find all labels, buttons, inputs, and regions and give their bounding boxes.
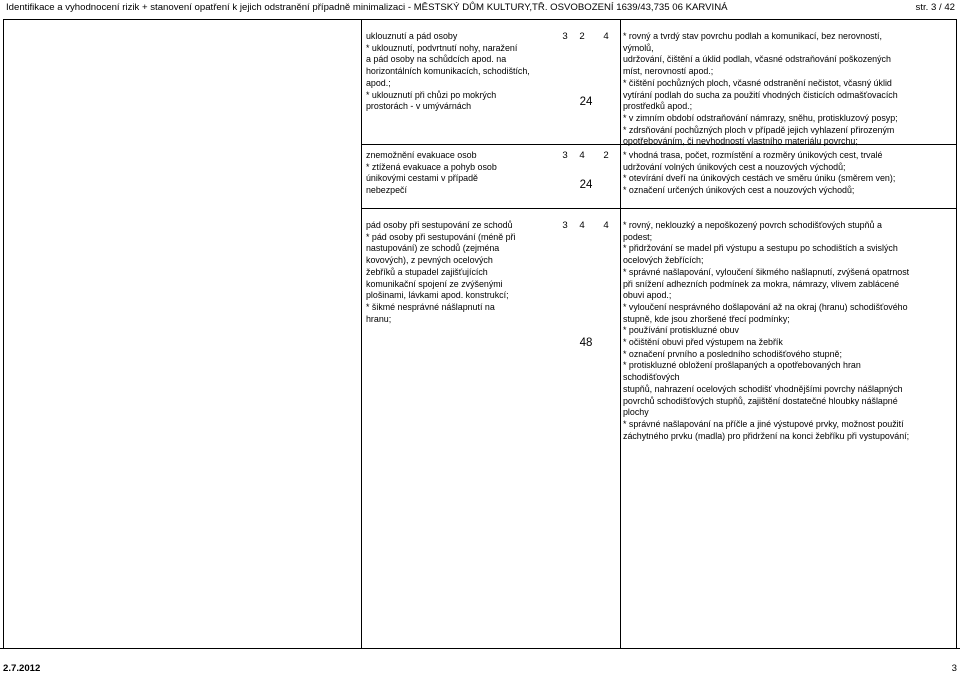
measure-line: * označení prvního a posledního schodišťového stupně; [623,348,842,359]
rating-p: 3 [562,31,568,42]
rating-p: 3 [562,220,568,231]
measure-line: obuvi apod.; [623,290,672,301]
measure-line: * správné našlapování, vyloučení šikmého našlapnutí, zvýšená opatrnost [623,266,910,277]
measure-line: stupňů, nahrazení ocelových schodišť vhodnějšími povrchy nášlapných [623,383,903,394]
hazard-line: znemožnění evakuace osob [366,150,477,160]
hazard-description [366,220,515,325]
rating-s: 4 [579,220,585,231]
measures-description [623,220,909,442]
measure-line: * rovný a tvrdý stav povrchu podlah a komunikací, bez nerovností, [623,31,882,41]
measure-line: * vhodná trasa, počet, rozmístění a rozměry únikových cest, trvalé [623,150,883,160]
footer-date: 2.7.2012 [3,663,41,674]
page-indicator: str. 3 / 42 [915,2,955,13]
hazard-line: apod.; [366,77,391,88]
rating-e: 2 [603,150,609,161]
hazard-line: nastupování) ze schodů (zejména [366,243,500,254]
hazard-line: únikovými cestami v případě [366,173,478,184]
measure-line: * v zimním období odstraňování námrazy, sněhu, protiskluzový posyp; [623,112,898,123]
measure-line: * čištění pochůzných ploch, včasné odstranění nečistot, včasný úklid [623,77,892,88]
measure-line: povrchů schodišťových stupňů, zajištění dostatečné hloubky nášlapné [623,395,898,406]
measure-line: výmolů, [623,42,654,53]
rating-s: 4 [579,150,585,161]
hazard-line: * šikmé nesprávné nášlapnutí na [366,301,495,312]
measure-line: podest; [623,231,653,242]
document-footer [0,648,960,674]
measure-line: schodišťových [623,372,680,383]
hazard-line: * uklouznutí při chůzi po mokrých [366,89,497,100]
measure-line: prostředků apod.; [623,101,693,112]
rating-p: 3 [562,150,568,161]
document-header [3,0,957,16]
hazard-line: kovových), z pevných ocelových [366,255,493,266]
hazard-line: prostorách - v umývárnách [366,101,472,112]
rating-s: 2 [579,31,585,42]
measure-line: * používání protiskluzné obuv [623,325,739,336]
measure-line: * otevírání dveří na únikových cestách ve směru úniku (směrem ven); [623,173,896,184]
risk-score: 48 [579,337,593,349]
measure-line: stupně, kde jsou zhoršené třecí podmínky; [623,313,790,324]
measure-line: udržování volných únikových cest a nouzových východů; [623,161,846,172]
measure-line: ocelových žebřících; [623,255,704,266]
hazard-line: hranu; [366,313,392,324]
hazard-line: horizontálních komunikacích, schodištích, [366,66,530,77]
measure-line: * označení určených únikových cest a nouzových východů; [623,185,855,196]
hazard-line: komunikační spojení ze zvýšenými [366,278,503,289]
measure-line: opotřebováním, či nevhodností vlastního materiálu povrchu; [623,136,858,147]
measure-line: záchytného prvku (madla) pro přidržení na konci žebříku při vystupování; [623,430,910,441]
hazard-line: pád osoby při sestupování ze schodů [366,220,513,230]
risk-score: 24 [579,179,593,191]
rating-e: 4 [603,31,609,42]
hazard-line: nebezpečí [366,185,407,196]
hazard-line: * ztížená evakuace a pohyb osob [366,161,497,172]
measure-line: * protiskluzné obložení prošlapaných a opotřebovaných hran [623,360,861,371]
measure-line: * vyloučení nesprávného došlapování až na okraj (hranu) schodišťového [623,301,908,312]
measure-line: * správné našlapování na příčle a jiné výstupové prvky, možnost použití [623,418,904,429]
hazard-description [366,31,530,113]
rating-e: 4 [603,220,609,231]
hazard-line: uklouznutí a pád osoby [366,31,458,41]
hazard-line: žebříků a stupadel zajišťujících [366,266,488,277]
measure-line: míst, nerovností apod.; [623,66,714,77]
hazard-line: a pád osoby na schůdcích apod. na [366,54,507,65]
measure-line: * rovný, neklouzký a nepoškozený povrch schodišťových stupňů a [623,220,882,230]
document-title: Identifikace a vyhodnocení rizik + stanovení opatření k jejich odstranění případně minimalizaci - MĚSTSKÝ DŮM KULTURY,TŘ. OSVOBOZENÍ 1639/43,735 06 KARVINÁ [6,2,728,13]
row-divider [361,208,957,209]
hazard-line: * uklouznutí, podvrtnutí nohy, naražení [366,42,518,53]
measure-line: * přidržování se madel při výstupu a sestupu po schodištích a svislých [623,243,898,254]
measure-line: udržování, čištění a úklid podlah, včasné odstraňování poškozených [623,54,891,65]
column-divider [620,19,621,649]
measure-line: * očištění obuvi před výstupem na žebřík [623,337,783,348]
hazard-line: plošinami, lávkami apod. konstrukcí; [366,290,509,301]
measure-line: plochy [623,407,649,418]
measure-line: vytírání podlah do sucha za použití vhodných čisticích odmašťovacích [623,89,898,100]
risk-score: 24 [579,96,593,108]
hazard-line: * pád osoby při sestupování (méně při [366,231,516,242]
footer-page-number: 3 [951,663,957,674]
measures-description [623,31,898,148]
measure-line: * zdrsňování pochůzných ploch v případě jejich vyhlazení přirozeným [623,124,895,135]
column-divider [361,19,362,649]
measure-line: při snížení adhezních podmínek za mokra, námrazy, vlivem zablácené [623,278,900,289]
hazard-description [366,150,497,197]
measures-description [623,150,895,197]
